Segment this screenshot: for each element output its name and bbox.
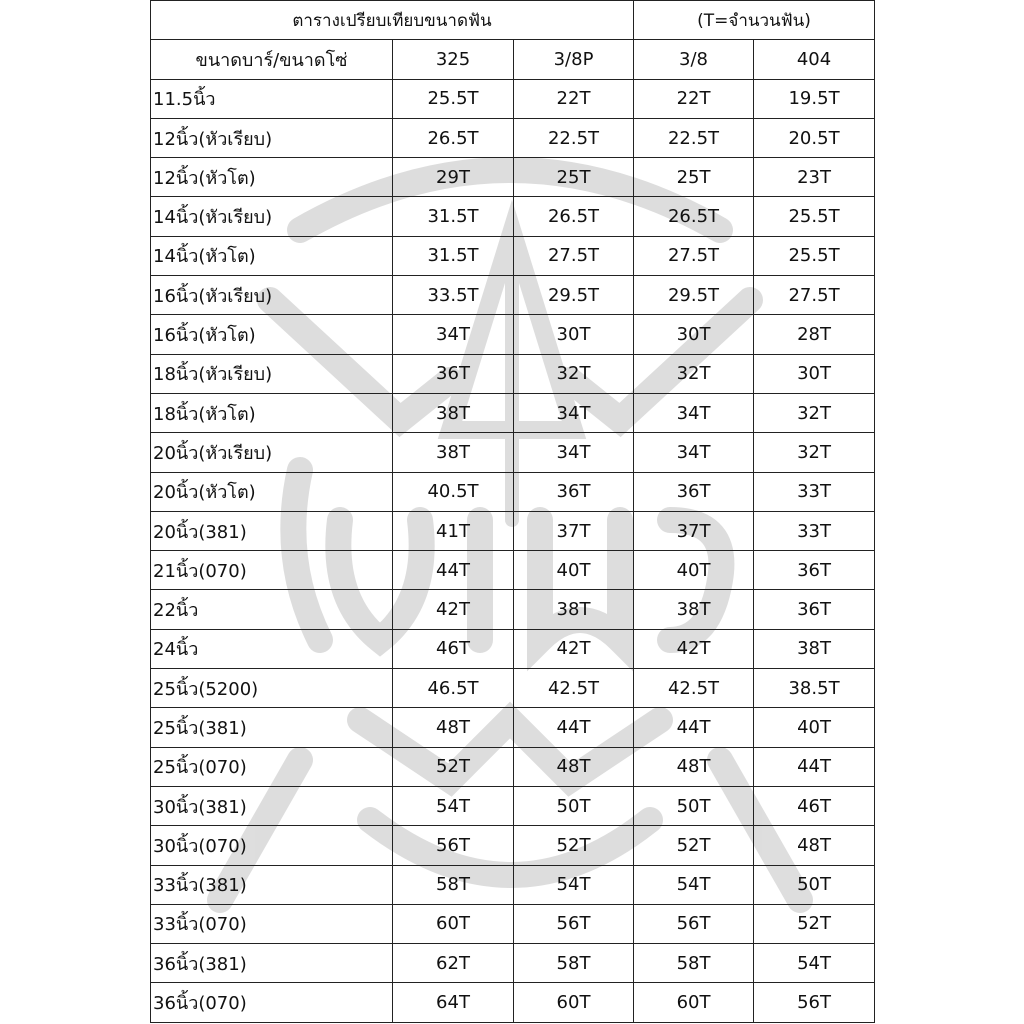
table-cell-teeth-3-8: 50T bbox=[634, 786, 754, 825]
table-header-row bbox=[151, 40, 875, 79]
table-cell-teeth-325: 31.5T bbox=[393, 197, 514, 236]
table-cell-bar-length: 18นิ้ว(หัวเรียบ) bbox=[151, 354, 393, 393]
table-cell-bar-length: 16นิ้ว(หัวเรียบ) bbox=[151, 276, 393, 315]
table-cell-teeth-325: 33.5T bbox=[393, 276, 514, 315]
table-cell-teeth-3-8: 54T bbox=[634, 865, 754, 904]
table-row bbox=[151, 708, 875, 747]
table-cell-teeth-3-8p: 27.5T bbox=[514, 236, 634, 275]
table-cell-teeth-3-8: 34T bbox=[634, 393, 754, 432]
table-cell-teeth-404: 38T bbox=[754, 629, 875, 668]
table-cell-teeth-3-8: 38T bbox=[634, 590, 754, 629]
table-cell-teeth-325: 64T bbox=[393, 983, 514, 1022]
table-cell-teeth-3-8: 56T bbox=[634, 904, 754, 943]
table-cell-teeth-325: 34T bbox=[393, 315, 514, 354]
table-row bbox=[151, 590, 875, 629]
table-cell-teeth-3-8p: 22.5T bbox=[514, 118, 634, 157]
table-cell-teeth-3-8: 30T bbox=[634, 315, 754, 354]
header-cell-bar-chain-size: ขนาดบาร์/ขนาดโซ่ bbox=[151, 40, 393, 79]
table-row bbox=[151, 983, 875, 1022]
table-cell-teeth-3-8p: 40T bbox=[514, 551, 634, 590]
table-row bbox=[151, 944, 875, 983]
table-cell-teeth-404: 25.5T bbox=[754, 197, 875, 236]
table-row bbox=[151, 393, 875, 432]
table-cell-teeth-325: 36T bbox=[393, 354, 514, 393]
table-row bbox=[151, 433, 875, 472]
table-cell-bar-length: 12นิ้ว(หัวโต) bbox=[151, 158, 393, 197]
table-cell-teeth-404: 38.5T bbox=[754, 669, 875, 708]
table-cell-teeth-3-8p: 38T bbox=[514, 590, 634, 629]
table-cell-teeth-3-8: 36T bbox=[634, 472, 754, 511]
table-row bbox=[151, 551, 875, 590]
table-cell-teeth-3-8p: 37T bbox=[514, 511, 634, 550]
table-cell-teeth-3-8p: 42T bbox=[514, 629, 634, 668]
table-cell-teeth-404: 52T bbox=[754, 904, 875, 943]
header-cell-3-8: 3/8 bbox=[634, 40, 754, 79]
table-cell-bar-length: 16นิ้ว(หัวโต) bbox=[151, 315, 393, 354]
table-cell-teeth-325: 58T bbox=[393, 865, 514, 904]
table-cell-teeth-325: 46.5T bbox=[393, 669, 514, 708]
table-row bbox=[151, 236, 875, 275]
table-title: ตารางเปรียบเทียบขนาดฟัน bbox=[151, 1, 634, 40]
table-cell-teeth-3-8p: 42.5T bbox=[514, 669, 634, 708]
table-cell-teeth-3-8: 37T bbox=[634, 511, 754, 550]
table-cell-teeth-404: 27.5T bbox=[754, 276, 875, 315]
table-cell-teeth-3-8p: 29.5T bbox=[514, 276, 634, 315]
header-cell-3-8p: 3/8P bbox=[514, 40, 634, 79]
table-cell-teeth-325: 31.5T bbox=[393, 236, 514, 275]
table-cell-teeth-325: 38T bbox=[393, 393, 514, 432]
table-row bbox=[151, 276, 875, 315]
table-legend: (T=จำนวนฟัน) bbox=[634, 1, 875, 40]
table-cell-teeth-3-8p: 60T bbox=[514, 983, 634, 1022]
table-cell-bar-length: 18นิ้ว(หัวโต) bbox=[151, 393, 393, 432]
tooth-size-comparison-table bbox=[150, 0, 875, 1023]
table-cell-teeth-404: 25.5T bbox=[754, 236, 875, 275]
table-cell-teeth-325: 26.5T bbox=[393, 118, 514, 157]
table-row bbox=[151, 511, 875, 550]
table-cell-teeth-404: 23T bbox=[754, 158, 875, 197]
table-cell-teeth-3-8: 40T bbox=[634, 551, 754, 590]
table-cell-teeth-3-8: 48T bbox=[634, 747, 754, 786]
table-cell-teeth-3-8p: 22T bbox=[514, 79, 634, 118]
table-row bbox=[151, 786, 875, 825]
table-cell-teeth-3-8p: 25T bbox=[514, 158, 634, 197]
table-cell-teeth-325: 41T bbox=[393, 511, 514, 550]
table-cell-teeth-325: 40.5T bbox=[393, 472, 514, 511]
table-cell-bar-length: 20นิ้ว(หัวโต) bbox=[151, 472, 393, 511]
table-cell-teeth-325: 54T bbox=[393, 786, 514, 825]
table-cell-teeth-325: 60T bbox=[393, 904, 514, 943]
table-cell-teeth-325: 42T bbox=[393, 590, 514, 629]
table-cell-teeth-325: 38T bbox=[393, 433, 514, 472]
table-cell-teeth-404: 40T bbox=[754, 708, 875, 747]
table-cell-teeth-404: 48T bbox=[754, 826, 875, 865]
table-cell-teeth-325: 29T bbox=[393, 158, 514, 197]
table-cell-teeth-404: 50T bbox=[754, 865, 875, 904]
table-row bbox=[151, 118, 875, 157]
table-cell-teeth-404: 32T bbox=[754, 433, 875, 472]
table-cell-teeth-325: 44T bbox=[393, 551, 514, 590]
table-cell-teeth-3-8: 34T bbox=[634, 433, 754, 472]
header-cell-325: 325 bbox=[393, 40, 514, 79]
table-row bbox=[151, 669, 875, 708]
table-cell-teeth-3-8: 42T bbox=[634, 629, 754, 668]
table-cell-teeth-404: 33T bbox=[754, 511, 875, 550]
table-cell-teeth-3-8: 26.5T bbox=[634, 197, 754, 236]
table-cell-bar-length: 33นิ้ว(070) bbox=[151, 904, 393, 943]
table-cell-teeth-404: 28T bbox=[754, 315, 875, 354]
table-cell-teeth-3-8: 44T bbox=[634, 708, 754, 747]
table-cell-teeth-404: 56T bbox=[754, 983, 875, 1022]
table-row bbox=[151, 904, 875, 943]
table-cell-teeth-404: 20.5T bbox=[754, 118, 875, 157]
table-cell-teeth-325: 52T bbox=[393, 747, 514, 786]
table-cell-bar-length: 20นิ้ว(หัวเรียบ) bbox=[151, 433, 393, 472]
table-row bbox=[151, 354, 875, 393]
table-cell-teeth-404: 36T bbox=[754, 551, 875, 590]
table-cell-teeth-3-8p: 44T bbox=[514, 708, 634, 747]
table-row bbox=[151, 79, 875, 118]
table-cell-teeth-3-8: 22T bbox=[634, 79, 754, 118]
table-cell-teeth-3-8p: 30T bbox=[514, 315, 634, 354]
table-cell-teeth-3-8: 58T bbox=[634, 944, 754, 983]
table-cell-teeth-404: 19.5T bbox=[754, 79, 875, 118]
header-cell-404: 404 bbox=[754, 40, 875, 79]
table-cell-teeth-404: 30T bbox=[754, 354, 875, 393]
table-cell-teeth-325: 48T bbox=[393, 708, 514, 747]
table-cell-teeth-404: 54T bbox=[754, 944, 875, 983]
table-cell-teeth-3-8: 42.5T bbox=[634, 669, 754, 708]
table-cell-bar-length: 24นิ้ว bbox=[151, 629, 393, 668]
table-cell-teeth-3-8: 22.5T bbox=[634, 118, 754, 157]
table-cell-bar-length: 20นิ้ว(381) bbox=[151, 511, 393, 550]
table-cell-bar-length: 11.5นิ้ว bbox=[151, 79, 393, 118]
table-cell-teeth-3-8: 52T bbox=[634, 826, 754, 865]
table-cell-teeth-3-8p: 50T bbox=[514, 786, 634, 825]
table-cell-teeth-3-8p: 34T bbox=[514, 393, 634, 432]
table-cell-bar-length: 14นิ้ว(หัวเรียบ) bbox=[151, 197, 393, 236]
table-row bbox=[151, 747, 875, 786]
table-cell-teeth-3-8p: 48T bbox=[514, 747, 634, 786]
table-cell-teeth-3-8p: 26.5T bbox=[514, 197, 634, 236]
table-cell-bar-length: 25นิ้ว(5200) bbox=[151, 669, 393, 708]
table-cell-teeth-3-8p: 36T bbox=[514, 472, 634, 511]
table-cell-teeth-404: 33T bbox=[754, 472, 875, 511]
table-cell-teeth-3-8p: 58T bbox=[514, 944, 634, 983]
table-row bbox=[151, 865, 875, 904]
table-cell-teeth-3-8p: 34T bbox=[514, 433, 634, 472]
table-cell-bar-length: 12นิ้ว(หัวเรียบ) bbox=[151, 118, 393, 157]
table-cell-bar-length: 30นิ้ว(381) bbox=[151, 786, 393, 825]
table-cell-teeth-3-8: 29.5T bbox=[634, 276, 754, 315]
table-cell-teeth-325: 62T bbox=[393, 944, 514, 983]
table-cell-bar-length: 25นิ้ว(070) bbox=[151, 747, 393, 786]
table-cell-teeth-325: 56T bbox=[393, 826, 514, 865]
table-row bbox=[151, 472, 875, 511]
table-cell-teeth-404: 44T bbox=[754, 747, 875, 786]
table-cell-bar-length: 21นิ้ว(070) bbox=[151, 551, 393, 590]
table-row bbox=[151, 826, 875, 865]
table-cell-teeth-3-8p: 54T bbox=[514, 865, 634, 904]
table-cell-bar-length: 22นิ้ว bbox=[151, 590, 393, 629]
table-cell-teeth-3-8: 60T bbox=[634, 983, 754, 1022]
table-row bbox=[151, 315, 875, 354]
table-cell-teeth-404: 46T bbox=[754, 786, 875, 825]
table-cell-teeth-404: 36T bbox=[754, 590, 875, 629]
table-cell-teeth-325: 46T bbox=[393, 629, 514, 668]
table-cell-bar-length: 33นิ้ว(381) bbox=[151, 865, 393, 904]
table-title-row bbox=[151, 1, 875, 40]
table-cell-teeth-404: 32T bbox=[754, 393, 875, 432]
table-cell-teeth-3-8p: 52T bbox=[514, 826, 634, 865]
table-cell-teeth-3-8p: 32T bbox=[514, 354, 634, 393]
table-row bbox=[151, 629, 875, 668]
table-cell-teeth-3-8: 32T bbox=[634, 354, 754, 393]
table-cell-bar-length: 25นิ้ว(381) bbox=[151, 708, 393, 747]
table-cell-teeth-3-8: 27.5T bbox=[634, 236, 754, 275]
table-row bbox=[151, 197, 875, 236]
table-cell-bar-length: 14นิ้ว(หัวโต) bbox=[151, 236, 393, 275]
table-cell-teeth-325: 25.5T bbox=[393, 79, 514, 118]
table-cell-teeth-3-8p: 56T bbox=[514, 904, 634, 943]
table-cell-bar-length: 36นิ้ว(381) bbox=[151, 944, 393, 983]
table-row bbox=[151, 158, 875, 197]
table-cell-bar-length: 30นิ้ว(070) bbox=[151, 826, 393, 865]
table-cell-teeth-3-8: 25T bbox=[634, 158, 754, 197]
table-cell-bar-length: 36นิ้ว(070) bbox=[151, 983, 393, 1022]
